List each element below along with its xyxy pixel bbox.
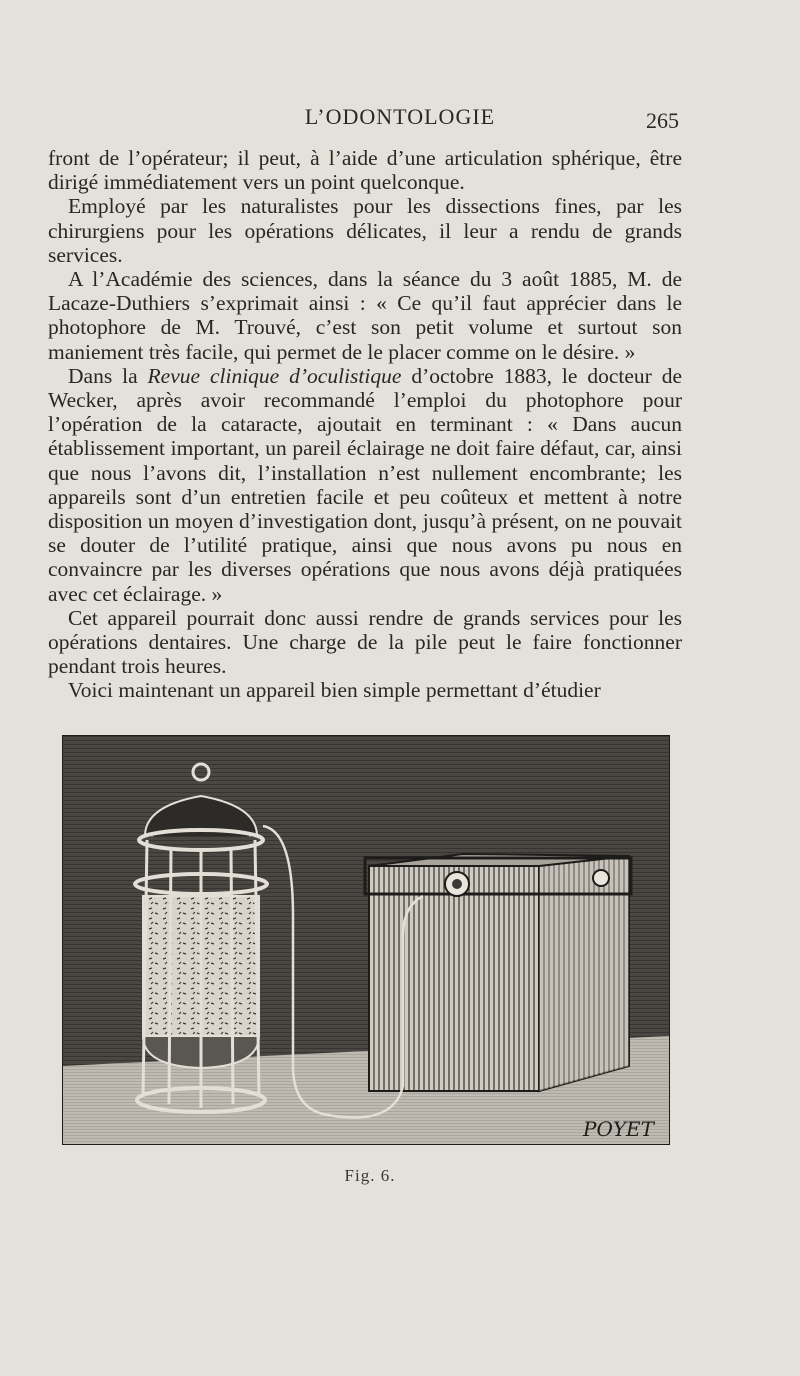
- paragraph: [48, 364, 682, 606]
- engraver-signature: POYET: [583, 1117, 654, 1141]
- paragraph: Voici maintenant un appareil bien simple permettant d’étudier: [68, 678, 601, 703]
- paragraph: Cet appareil pourrait donc aussi rendre de grands services pour les opérations dentaires. Une charge de la pile peut le faire fonctionner pendant trois heures.: [48, 605, 682, 679]
- battery-box: [365, 854, 631, 1091]
- paragraph: A l’Académie des sciences, dans la séance du 3 août 1885, M. de Lacaze-Duthiers s’exprimait ainsi : « Ce qu’il faut apprécier dans le photophore de M. Trouvé, c’est son petit volume et surtout son maniement très facile, qui permet de le placer comme on le désire. »: [48, 267, 682, 364]
- journal-title: Revue clinique d’oculistique: [147, 363, 402, 388]
- body-text: [48, 146, 682, 703]
- paragraph: front de l’opérateur; il peut, à l’aide d’une articulation sphérique, être dirigé immédiatement vers un point quelconque.: [48, 146, 682, 195]
- running-title: L’ODONTOLOGIE: [304, 104, 496, 129]
- page-number: 265: [646, 108, 679, 133]
- engraving-illustration: [63, 736, 669, 1144]
- figure-caption: Fig. 6.: [344, 1166, 396, 1185]
- engraving-figure: [62, 735, 670, 1145]
- paragraph-text: d’octobre 1883, le docteur de Wecker, après avoir recommandé l’emploi du photophore pour l’opération de la cataracte, ajoutait en terminant : « Dans aucun établissement important, un pareil éclairage ne doit faire défaut, car, ainsi que nous l’avons dit, l’installation n’est nullement encombrante; les appareils sont d’un entretien facile et peu coûteux et mettent à notre disposition un moyen d’investigation dont, jusqu’à présent, on ne pouvait se douter de l’utilité pratique, ainsi que nous avons pu nous en convaincre par les diverses opérations que nous avons déjà pratiquées avec cet éclairage. »: [48, 363, 683, 606]
- paragraph-text: Dans la: [68, 363, 148, 388]
- paragraph: Employé par les naturalistes pour les dissections fines, par les chirurgiens pour les opérations délicates, il leur a rendu de grands services.: [48, 194, 682, 267]
